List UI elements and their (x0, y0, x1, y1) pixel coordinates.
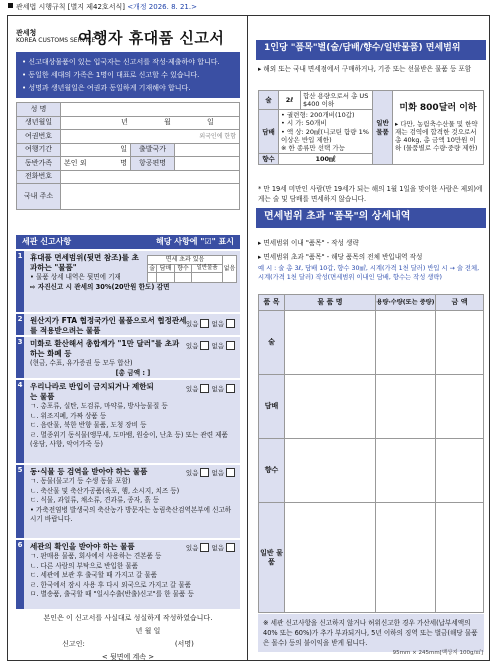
companion-unit: 명 (120, 158, 127, 167)
paper-spec: 95mm × 245mm[백상지 100g/㎡] (392, 650, 483, 657)
row-alcohol-label: 술 (259, 311, 285, 375)
general-limit: 미화 800달러 이하 (399, 102, 477, 113)
penalty-warning: ※ 세관 신고사항을 신고하지 않거나 허위신고한 경우 가산세(납부세액의 40% 또는 60%)가 추가 부과되거나, 5년 이하의 징역 또는 벌금(해당 물품은 몰수) 등의 불이익을 받게 됩니다. (258, 614, 484, 652)
passport-label: 여권번호 (17, 130, 61, 144)
perfume-amount-field[interactable] (436, 439, 484, 503)
tobacco-line: ※ 한 종류만 선택 가능 (281, 143, 345, 152)
yes-label: 있음 (185, 320, 199, 328)
item-title: 원산지가 FTA 협정국가인 물품으로서 협정관세를 적용받으려는 물품 (30, 316, 187, 335)
item-1-checkbox-table (147, 255, 237, 283)
logo-korean: 관세청 (16, 29, 37, 37)
row-tobacco-label: 담배 (259, 375, 285, 439)
period-unit: 일 (120, 145, 127, 154)
companion-field[interactable] (61, 157, 131, 171)
revision-date: <개정 2026. 8. 21.> (127, 3, 197, 11)
item-title: 미화로 환산해서 총합계가 "1만 달러"를 초과하는 화폐 등 (30, 339, 180, 358)
detail-section-header: 면세범위 초과 "품목"의 상세내역 (256, 208, 486, 228)
detail-line: ▸ 면세범위 초과 "품목" - 해당 품목의 전체 반입내역 작성 (258, 253, 423, 261)
declaration-item-5 (16, 464, 240, 538)
detail-example: 예 시 : 술 총 3ℓ, 담배 10갑, 향수 30㎖, 시계(가격 1천 달러) 반입 시 → 술 전체, 시계(가격 1천 달러) 작성(면세범위 이내인 담배, 향수는 작성 생략) (258, 265, 480, 281)
form-number: 관세법 시행규칙 [별지 제42호서식] (16, 3, 125, 11)
dob-label: 생년월일 (17, 116, 61, 130)
departure-label: 출발국가 (131, 143, 175, 157)
item-3-no-checkbox[interactable] (226, 341, 235, 350)
notice-line: • 동일한 세대의 가족은 1명이 대표로 신고할 수 있습니다. (22, 71, 200, 79)
col-perfume: 향수 (174, 264, 191, 273)
companion-label: 동반가족 (17, 157, 61, 171)
item-line: ㄱ. 판매용 물품, 회사에서 사용하는 견본품 등 (30, 552, 162, 560)
col-amount: 금 액 (436, 295, 484, 311)
item-line: ㄴ. 다른 사람의 부탁으로 반입한 물품 (30, 561, 139, 570)
alcohol-name-field[interactable] (285, 311, 376, 375)
perfume-label: 향수 (259, 153, 279, 164)
col-general: 일반물품 (192, 264, 223, 273)
item-title: 동·식물 등 검역을 받아야 하는 물품 (30, 467, 148, 476)
period-label: 여행기간 (17, 143, 61, 157)
yes-label: 있음 (185, 544, 199, 552)
item-line: ㄴ. 축산물 및 축산가공품(육포, 햄, 소시지, 치즈 등) (30, 486, 180, 495)
over-label: 면세 초과 있음 (148, 256, 223, 265)
tobacco-amount-field[interactable] (436, 375, 484, 439)
perfume-qty-field[interactable] (376, 439, 436, 503)
item-number: 5 (16, 465, 24, 538)
alcohol-detail: 합산 용량으로서 총 US $400 이하 (301, 91, 373, 110)
no-label: 없음 (211, 320, 224, 328)
item-line: ㄹ. 멸종위기 동식물(앵무새, 도마뱀, 원숭이, 난초 등) 또는 관련 제품(웅담, 사향, 악어가죽 등) (30, 430, 229, 448)
notice-line: • 성명과 생년월일은 여권과 동일하게 기재해야 합니다. (22, 84, 191, 92)
alcohol-amount-field[interactable] (436, 311, 484, 375)
yes-label: 있음 (185, 469, 199, 477)
row-perfume-label: 향수 (259, 439, 285, 503)
checkbox-general[interactable] (192, 273, 223, 283)
section-mark-instruction: 해당 사항에 "☑" 표시 (156, 237, 234, 246)
companion-text: 본인 외 (64, 158, 87, 167)
col-category: 품 목 (259, 295, 285, 311)
item-line: • 물품 상세 내역은 뒷면에 기재 (30, 273, 121, 281)
item-line: • 가축전염병 발생국의 축산농가 방문자는 농림축산검역본부에 신고하시기 바랍니다. (30, 505, 232, 523)
logo-english: KOREA CUSTOMS SERVICE (16, 36, 96, 44)
sign-date-field[interactable]: 년 월 일 (135, 627, 161, 635)
item-number: 4 (16, 380, 24, 463)
form-header (8, 3, 197, 12)
general-name-field[interactable] (285, 503, 376, 613)
declaration-item-6 (16, 539, 240, 609)
detail-line: ▸ 면세범위 이내 "품목" - 작성 생략 (258, 239, 359, 247)
item-5-no-checkbox[interactable] (226, 468, 235, 477)
item-5-yes-checkbox[interactable] (200, 468, 209, 477)
alcohol-qty: 2ℓ (279, 91, 301, 110)
back-page (248, 16, 489, 660)
general-label: 일반 물품 (373, 91, 393, 165)
item-number: 1 (16, 251, 24, 312)
item-line: ㄹ. 한국에서 잠시 사용 후 다시 외국으로 가지고 갈 물품 (30, 580, 192, 589)
none-label: 없음 (223, 256, 237, 283)
row-general-label: 일반 물품 (259, 503, 285, 613)
tobacco-line: • 시 가: 50개비 (281, 119, 327, 128)
phone-field[interactable] (61, 170, 240, 184)
notice-box (16, 52, 240, 98)
general-qty-field[interactable] (376, 503, 436, 613)
item-title: 휴대품 면세범위(뒷면 참조)를 초과하는 "물품" (30, 253, 139, 272)
day-label: 일 (207, 118, 214, 127)
checkbox-alcohol[interactable] (148, 273, 157, 283)
tobacco-line: • 궐련형: 200개비(10갑) (281, 111, 355, 120)
item-title: 우리나라로 반입이 금지되거나 제한되는 물품 (30, 382, 154, 401)
item-number: 2 (16, 314, 24, 335)
col-tobacco: 담배 (157, 264, 174, 273)
declaration-section-header (16, 235, 240, 249)
no-label: 없음 (211, 469, 224, 477)
limit-section-header: 1인당 "품목"별(술/담배/향수/일반물품) 면세범위 (256, 40, 486, 60)
no-label: 없음 (211, 385, 224, 393)
notice-line: • 신고대상물품이 있는 입국자는 신고서를 작성·제출하야 합니다. (22, 58, 220, 66)
bullet-square-icon (8, 3, 13, 8)
signature-field[interactable]: (서명) (174, 640, 194, 648)
item-2-yes-checkbox[interactable] (200, 319, 209, 328)
front-page (8, 16, 248, 660)
signature-row (16, 638, 240, 651)
col-alcohol: 술 (149, 264, 156, 272)
item-6-no-checkbox[interactable] (226, 543, 235, 552)
col-item-name: 물 품 명 (285, 295, 376, 311)
dob-field[interactable] (61, 116, 240, 130)
pledge-block (16, 612, 240, 664)
item-line: ㄷ. 음란물, 북한 반향 물품, 도청 장비 등 (30, 421, 147, 429)
item-6-yes-checkbox[interactable] (200, 543, 209, 552)
detail-instructions (258, 236, 484, 264)
alcohol-label: 술 (259, 91, 279, 110)
checkbox-perfume[interactable] (174, 273, 191, 283)
address-label: 국내 주소 (17, 184, 61, 210)
section-title: 세관 신고사항 (22, 237, 72, 246)
item-number: 6 (16, 540, 24, 609)
name-field[interactable] (61, 103, 240, 117)
alcohol-qty-field[interactable] (376, 311, 436, 375)
yes-label: 있음 (185, 342, 199, 350)
no-label: 없음 (211, 544, 224, 552)
month-label: 월 (164, 118, 171, 127)
tobacco-label: 담배 (259, 110, 279, 154)
departure-field[interactable] (175, 143, 240, 157)
tobacco-name-field[interactable] (285, 375, 376, 439)
item-3-yes-checkbox[interactable] (200, 341, 209, 350)
item-line: ⇨ 자진신고 시 관세의 30%(20만원 한도) 감면 (30, 282, 170, 291)
item-line: ㄷ. 식물, 과일류, 채소류, 견과류, 종자, 흙 등 (30, 496, 160, 504)
declaration-item-1 (16, 250, 240, 312)
passport-hint: 외국인에 한함 (199, 132, 236, 140)
total-amount-field[interactable]: [총 금액 : ] (115, 368, 151, 377)
passport-field[interactable] (61, 130, 240, 144)
tobacco-cell (279, 110, 373, 154)
name-label: 성 명 (17, 103, 61, 117)
limit-footnote: * 만 19세 미만인 사람(만 19세가 되는 해의 1월 1일을 맞이한 사람은 제외)에게는 술 및 담배를 면세하지 않습니다. (258, 185, 483, 203)
declaration-item-4 (16, 379, 240, 463)
tobacco-qty-field[interactable] (376, 375, 436, 439)
no-label: 없음 (211, 342, 224, 350)
general-cell (393, 91, 484, 165)
perfume-name-field[interactable] (285, 439, 376, 503)
declaration-item-2 (16, 313, 240, 335)
declaration-item-3 (16, 336, 240, 378)
declaration-form (7, 15, 490, 661)
item-title: 세관의 확인을 받아야 하는 물품 (30, 542, 135, 551)
checkbox-tobacco[interactable] (157, 273, 174, 283)
col-quantity: 용량·수량(또는 중량) (376, 295, 436, 311)
item-line: ㅁ. 별송품, 출국할 때 "일시수출(반출)신고"를 한 물품 등 (30, 590, 194, 598)
item-line: ㄴ. 위조지폐, 가짜 상품 등 (30, 411, 107, 420)
address-field[interactable] (61, 184, 240, 210)
flight-label: 항공편명 (131, 157, 175, 171)
duty-free-limit-table (258, 90, 484, 165)
perfume-qty: 100㎖ (279, 153, 373, 164)
item-line: (현금, 수표, 유가증권 등 모두 합산) (30, 359, 133, 367)
signer-label: 신고인: (62, 640, 85, 648)
item-line: ㄱ. 총포류, 실탄, 도검류, 마약류, 방사능물질 등 (30, 402, 168, 410)
yes-label: 있음 (185, 385, 199, 393)
pledge-text: 본인은 이 신고서를 사실대로 성실하게 작성하였습니다. (43, 614, 213, 622)
form-title: 여행자 휴대품 신고서 (78, 29, 225, 47)
flight-field[interactable] (175, 157, 240, 171)
limit-subtext: ▸ 해외 또는 국내 면세점에서 구매하거나, 기증 또는 선물받은 물품 등 포함 (258, 65, 472, 73)
item-line: ㄷ. 세관에 보관 후 출국할 때 가지고 갈 물품 (30, 571, 158, 579)
year-label: 년 (121, 118, 128, 127)
tobacco-line: • 액 상: 20㎖(니코틴 함량 1% 이상은 반입 제한) (281, 127, 369, 144)
period-field[interactable] (61, 143, 131, 157)
item-line: ㄱ. 동물(물고기 등 수생 동물 포함) (30, 477, 131, 485)
detail-entry-table (258, 294, 484, 613)
general-detail: ▸ 다만, 농림축수산물 및 한약재는 검역에 합격한 것으로서 총 40kg, 총 금액 10만원 이하 (물품별로 수량·중량 제한) (395, 119, 478, 153)
item-4-yes-checkbox[interactable] (200, 384, 209, 393)
item-number: 3 (16, 337, 24, 378)
item-4-no-checkbox[interactable] (226, 384, 235, 393)
phone-label: 전화번호 (17, 170, 61, 184)
item-2-no-checkbox[interactable] (226, 319, 235, 328)
traveler-info-table (16, 102, 240, 210)
continue-note: < 뒷면에 계속 > (101, 653, 155, 661)
general-amount-field[interactable] (436, 503, 484, 613)
